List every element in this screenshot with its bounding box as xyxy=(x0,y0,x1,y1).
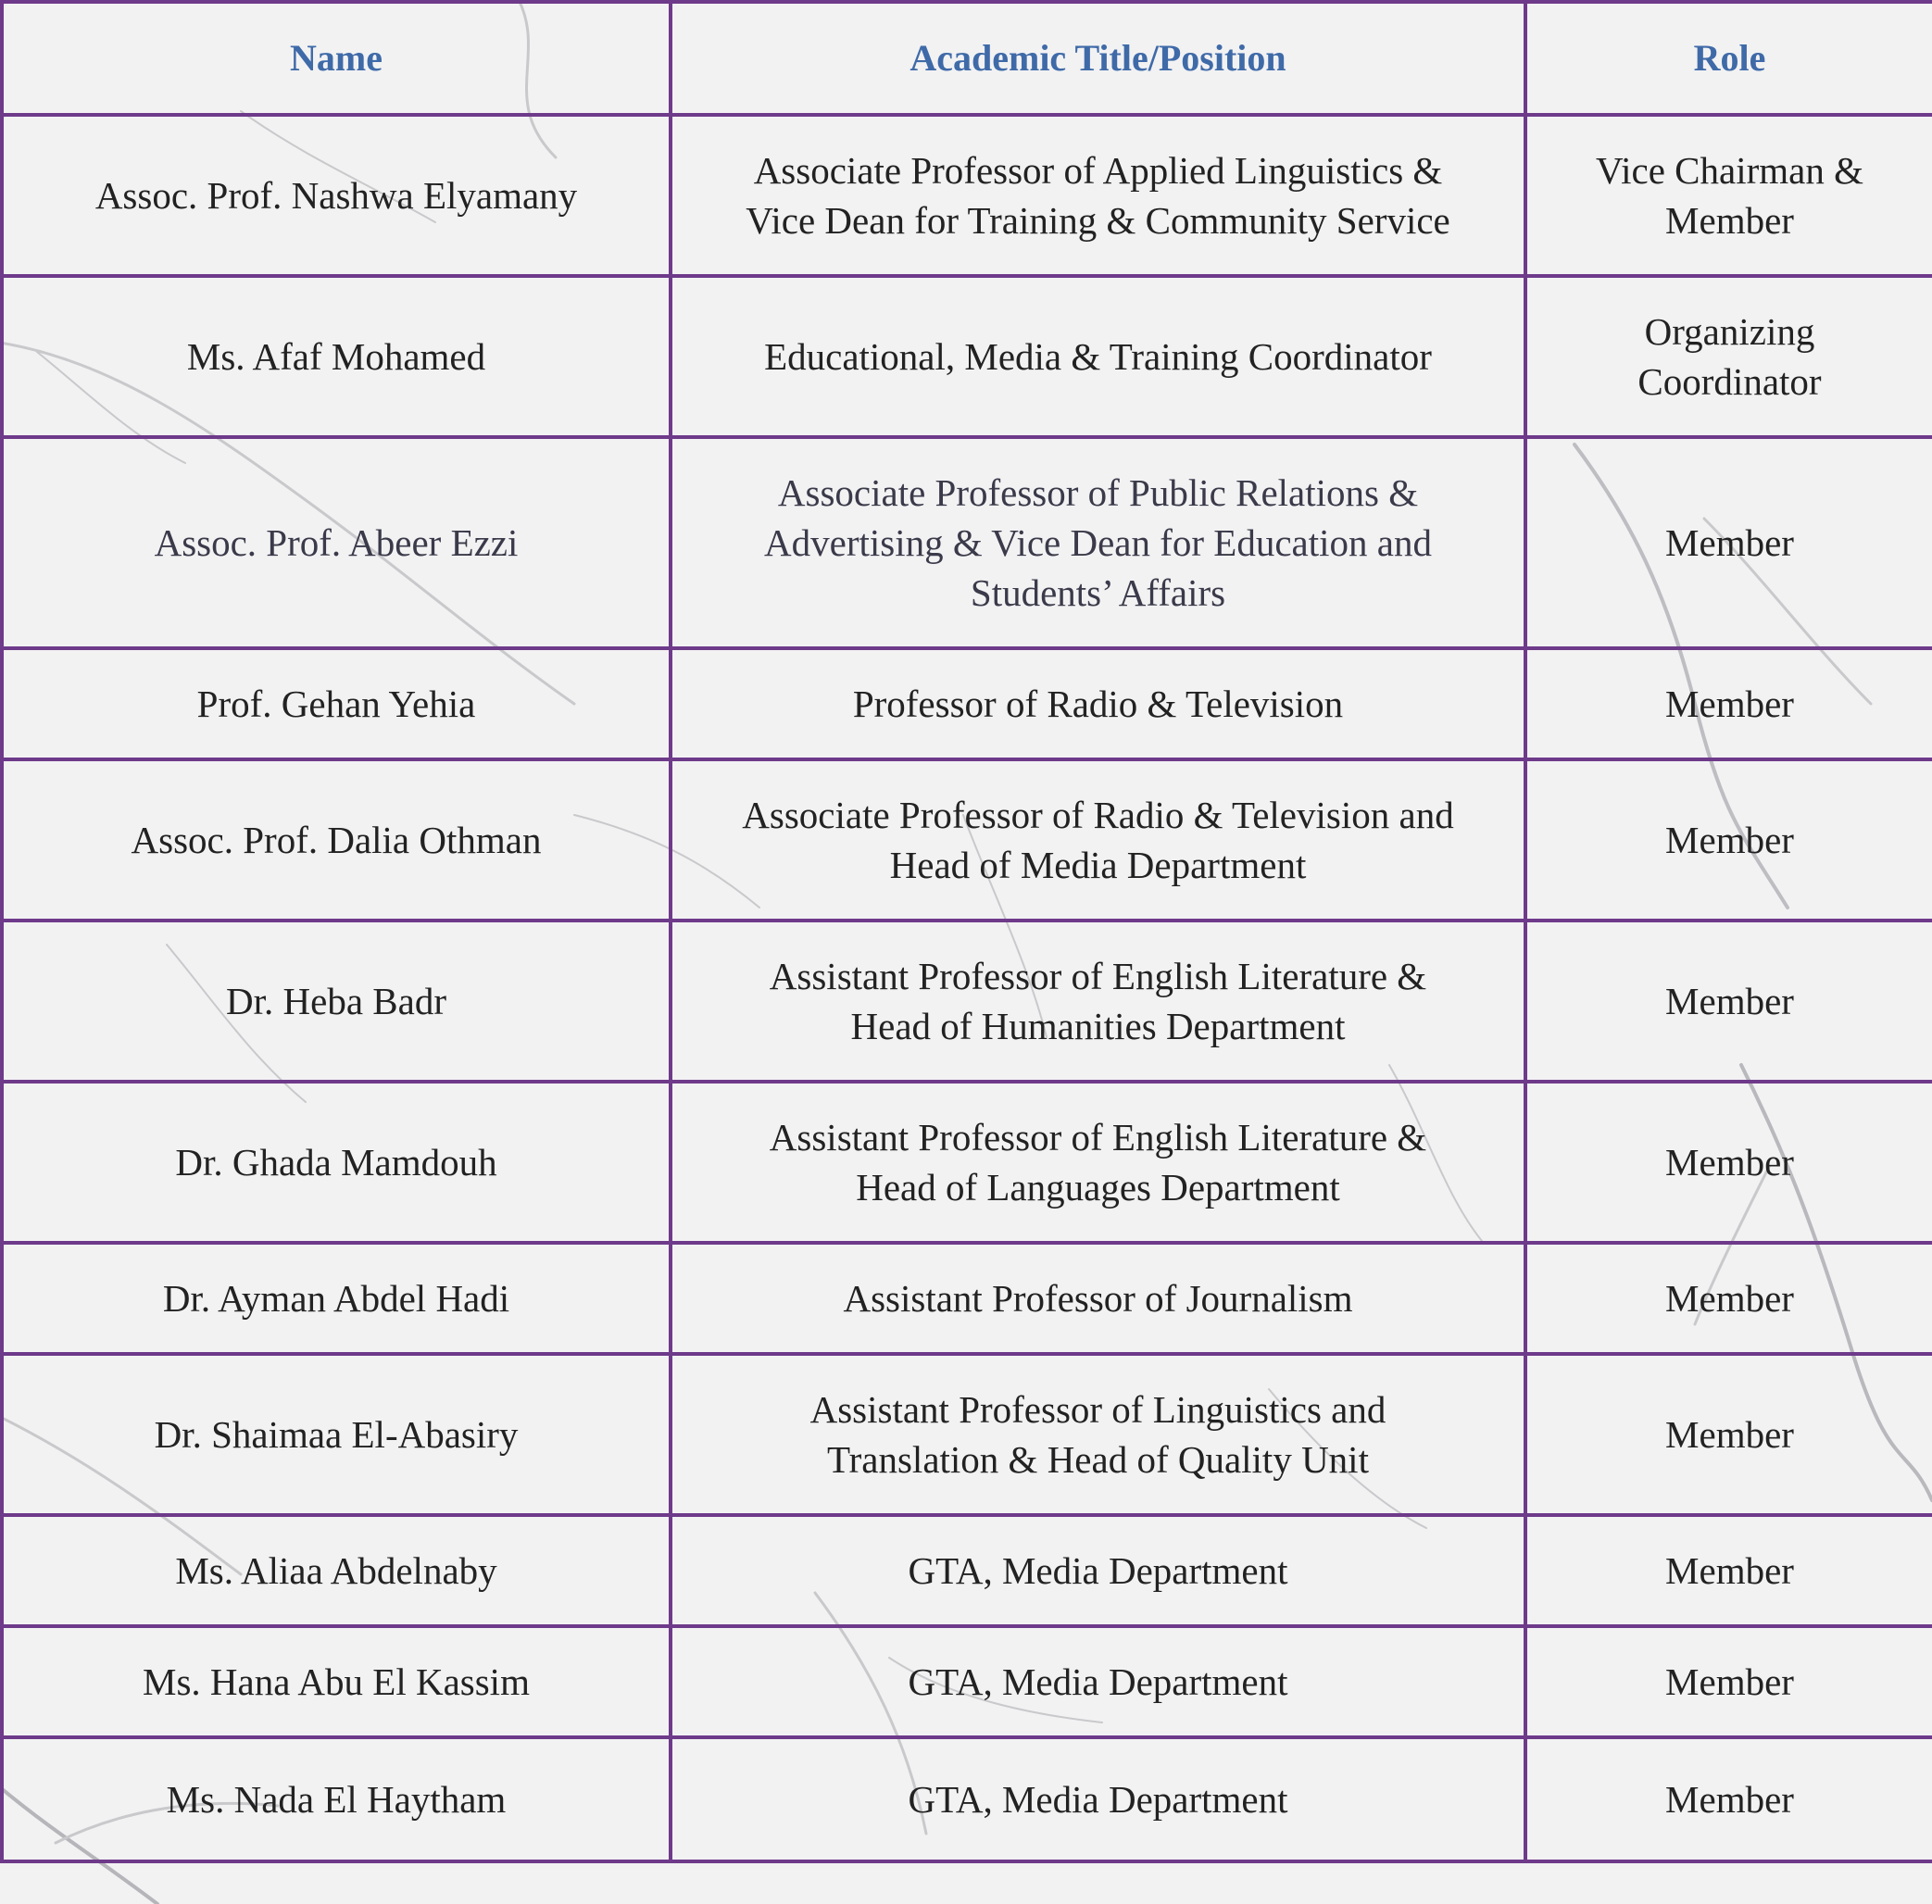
title-line: Head of Media Department xyxy=(889,844,1307,886)
table-row xyxy=(2,437,1932,648)
role-line: Organizing xyxy=(1644,310,1815,353)
cell-role xyxy=(1525,1082,1932,1243)
cell-title xyxy=(671,437,1525,648)
cell-name: Ms. Aliaa Abdelnaby xyxy=(2,1515,671,1626)
table-row xyxy=(2,1515,1932,1626)
table-row xyxy=(2,1354,1932,1515)
cell-title xyxy=(671,1626,1525,1737)
cell-name: Dr. Ghada Mamdouh xyxy=(2,1082,671,1243)
role-line: Member xyxy=(1665,683,1794,725)
table-row xyxy=(2,276,1932,437)
cell-name: Assoc. Prof. Dalia Othman xyxy=(2,759,671,921)
table-row xyxy=(2,1243,1932,1354)
header-role: Role xyxy=(1525,2,1932,115)
title-line: GTA, Media Department xyxy=(908,1549,1288,1592)
cell-role xyxy=(1525,1354,1932,1515)
cell-title xyxy=(671,1354,1525,1515)
title-line: Professor of Radio & Television xyxy=(852,683,1344,725)
cell-title xyxy=(671,759,1525,921)
title-line: Assistant Professor of English Literature & xyxy=(769,955,1427,997)
role-line: Vice Chairman & xyxy=(1595,149,1863,192)
cell-role xyxy=(1525,921,1932,1082)
cell-title xyxy=(671,1515,1525,1626)
cell-role xyxy=(1525,276,1932,437)
title-line: Students’ Affairs xyxy=(970,571,1226,614)
title-line: Assistant Professor of Journalism xyxy=(843,1277,1353,1320)
cell-name: Dr. Ayman Abdel Hadi xyxy=(2,1243,671,1354)
title-line: Advertising & Vice Dean for Education and xyxy=(764,521,1432,564)
cell-role xyxy=(1525,1737,1932,1861)
cell-name: Assoc. Prof. Nashwa Elyamany xyxy=(2,115,671,276)
title-line: Assistant Professor of English Literature & xyxy=(769,1116,1427,1159)
cell-role xyxy=(1525,1243,1932,1354)
header-name: Name xyxy=(2,2,671,115)
cell-name: Prof. Gehan Yehia xyxy=(2,648,671,759)
title-line: GTA, Media Department xyxy=(908,1778,1288,1821)
role-line: Member xyxy=(1665,1141,1794,1184)
table-row xyxy=(2,1082,1932,1243)
cell-name: Assoc. Prof. Abeer Ezzi xyxy=(2,437,671,648)
table-row xyxy=(2,759,1932,921)
cell-name: Ms. Nada El Haytham xyxy=(2,1737,671,1861)
table-row xyxy=(2,921,1932,1082)
cell-role xyxy=(1525,437,1932,648)
title-line: Associate Professor of Applied Linguistics & xyxy=(753,149,1443,192)
title-line: Associate Professor of Radio & Television and xyxy=(742,794,1454,836)
cell-title xyxy=(671,1243,1525,1354)
cell-role xyxy=(1525,759,1932,921)
header-academic-title: Academic Title/Position xyxy=(671,2,1525,115)
title-line: Assistant Professor of Linguistics and xyxy=(809,1388,1386,1431)
cell-title xyxy=(671,648,1525,759)
table-row xyxy=(2,648,1932,759)
title-line: Educational, Media & Training Coordinator xyxy=(764,335,1432,378)
cell-title xyxy=(671,276,1525,437)
cell-title xyxy=(671,921,1525,1082)
role-line: Member xyxy=(1665,980,1794,1022)
role-line: Member xyxy=(1665,1778,1794,1821)
title-line: Head of Languages Department xyxy=(856,1166,1340,1209)
title-line: Vice Dean for Training & Community Service xyxy=(746,199,1450,242)
role-line: Member xyxy=(1665,1549,1794,1592)
role-line: Member xyxy=(1665,199,1794,242)
role-line: Member xyxy=(1665,819,1794,861)
cell-title xyxy=(671,115,1525,276)
cell-role xyxy=(1525,1515,1932,1626)
role-line: Member xyxy=(1665,1660,1794,1703)
table-row xyxy=(2,1626,1932,1737)
role-line: Coordinator xyxy=(1637,360,1822,403)
role-line: Member xyxy=(1665,521,1794,564)
role-line: Member xyxy=(1665,1413,1794,1456)
cell-name: Dr. Heba Badr xyxy=(2,921,671,1082)
cell-title xyxy=(671,1737,1525,1861)
table-row xyxy=(2,115,1932,276)
cell-name: Ms. Hana Abu El Kassim xyxy=(2,1626,671,1737)
title-line: Associate Professor of Public Relations & xyxy=(777,471,1419,514)
table-row xyxy=(2,1737,1932,1861)
title-line: Head of Humanities Department xyxy=(850,1005,1346,1047)
cell-title xyxy=(671,1082,1525,1243)
table-header-row xyxy=(2,2,1932,115)
title-line: GTA, Media Department xyxy=(908,1660,1288,1703)
cell-name: Dr. Shaimaa El-Abasiry xyxy=(2,1354,671,1515)
role-line: Member xyxy=(1665,1277,1794,1320)
cell-role xyxy=(1525,115,1932,276)
cell-role xyxy=(1525,648,1932,759)
title-line: Translation & Head of Quality Unit xyxy=(827,1438,1369,1481)
cell-role xyxy=(1525,1626,1932,1737)
cell-name: Ms. Afaf Mohamed xyxy=(2,276,671,437)
